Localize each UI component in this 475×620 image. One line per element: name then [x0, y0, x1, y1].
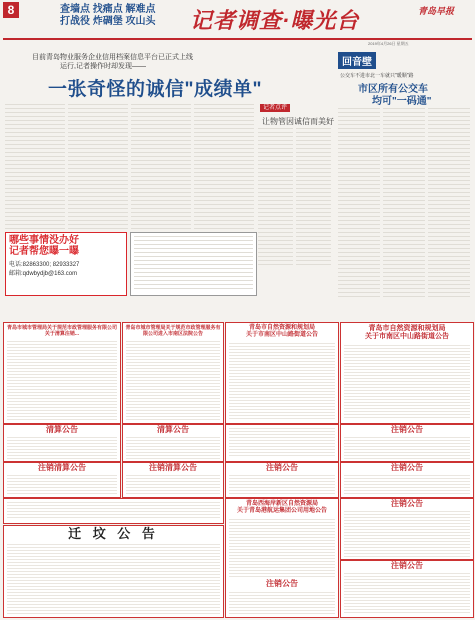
clear-notice-1: [3, 424, 121, 462]
hotline-phone: 电话:82863300; 82933327: [9, 262, 80, 268]
cancel-right-1: [340, 424, 474, 462]
mid-bottom-notice: [225, 498, 339, 618]
reporter-note-title: 让物管因诚信而美好: [262, 117, 334, 126]
announcement-3: [225, 322, 339, 424]
sidebar-headline-2: 均可"一码通": [372, 96, 432, 107]
sidebar-col-1: [338, 108, 380, 298]
cancel-clear-1-title: 注销清算公告: [38, 463, 86, 472]
cancel-right-3: [340, 498, 474, 560]
cancel-right-2: [340, 462, 474, 498]
info-box: [130, 232, 257, 296]
announcement-1: [3, 322, 121, 424]
main-story-col-2: [68, 104, 128, 230]
reporter-note-col-1: [258, 128, 293, 268]
mid-notice: [225, 424, 339, 462]
sidebar-label: 回音壁: [338, 52, 376, 69]
announcement-4-title: 青岛市自然资源和规划局 关于市南区中山路街道公告: [365, 325, 449, 340]
cancel-clear-2-title: 注销清算公告: [149, 463, 197, 472]
slogan-line-1: 查墙点 找痛点 解难点: [60, 4, 156, 15]
clear-notice-1-title: 清算公告: [46, 425, 78, 434]
move-grave-notice: [3, 525, 224, 618]
cancel-right-2-title: 注销公告: [391, 463, 423, 472]
hotline-title: 哪些事情没办好 记者帮您曝一曝: [9, 235, 79, 257]
sidebar-col-2: [383, 108, 425, 298]
announcement-2-title: 青岛市城市管理局关于规范市政管理服务有限公司进入市南区法院公告: [125, 325, 221, 337]
main-headline: 一张奇怪的诚信"成绩单": [48, 79, 263, 100]
main-story-col-1: [5, 104, 65, 230]
announcement-4: [340, 322, 474, 424]
extra-notice-left: [3, 498, 224, 524]
cancel-mid: [225, 462, 339, 498]
brand-logo: 青岛早报: [418, 6, 455, 16]
header-rule: [3, 38, 472, 40]
header-slogan: [60, 4, 180, 28]
mid-bottom-sub: 注销公告: [266, 579, 298, 588]
move-grave-title: 迁 坟 公 告: [68, 526, 159, 541]
main-story-col-3: [131, 104, 191, 230]
column-title: 记者调查·曝光台: [190, 8, 360, 33]
cancel-clear-2: [122, 462, 224, 498]
right-last-notice: [340, 560, 474, 618]
hotline-box: [5, 232, 127, 296]
cancel-right-3-title: 注销公告: [391, 499, 423, 508]
announcement-3-title: 青岛市自然资源和规划局 关于市南区中山路街道公告: [245, 325, 318, 338]
page-number: 8: [3, 2, 19, 18]
clear-notice-2-title: 清算公告: [157, 425, 189, 434]
sidebar-kicker: 公交车不进市北一车就只"暖顺"路: [340, 73, 414, 79]
announcement-2: [122, 322, 224, 424]
date-line: 2019年4月26日 星期五: [368, 41, 409, 46]
main-subhead-2: 运行,记者操作时却发现——: [60, 63, 146, 70]
slogan-line-2: 打战役 炸碉堡 攻山头: [60, 16, 156, 27]
cancel-right-1-title: 注销公告: [391, 425, 423, 434]
main-story-col-4: [194, 104, 254, 230]
reporter-note-col-2: [296, 128, 331, 268]
cancel-mid-title: 注销公告: [266, 463, 298, 472]
hotline-email: 邮箱:qdwbydjb@163.com: [9, 271, 78, 277]
sidebar-col-3: [428, 108, 470, 298]
right-last-title: 注销公告: [391, 561, 423, 570]
main-subhead-1: 目前青岛物业服务企业信用档案信息平台已正式上线: [32, 54, 193, 61]
announcement-1-title: 青岛市城市管理局关于规范市政管理服务有限公司关于清算注销...: [6, 325, 117, 337]
sidebar-headline-1: 市区所有公交车: [358, 84, 428, 95]
cancel-clear-1: [3, 462, 121, 498]
mid-bottom-title: 青岛西海岸新区自然资源局 关于青岛港航运集团公司用地公告: [236, 501, 327, 514]
reporter-note-label: 记者点评: [260, 104, 290, 112]
clear-notice-2: [122, 424, 224, 462]
